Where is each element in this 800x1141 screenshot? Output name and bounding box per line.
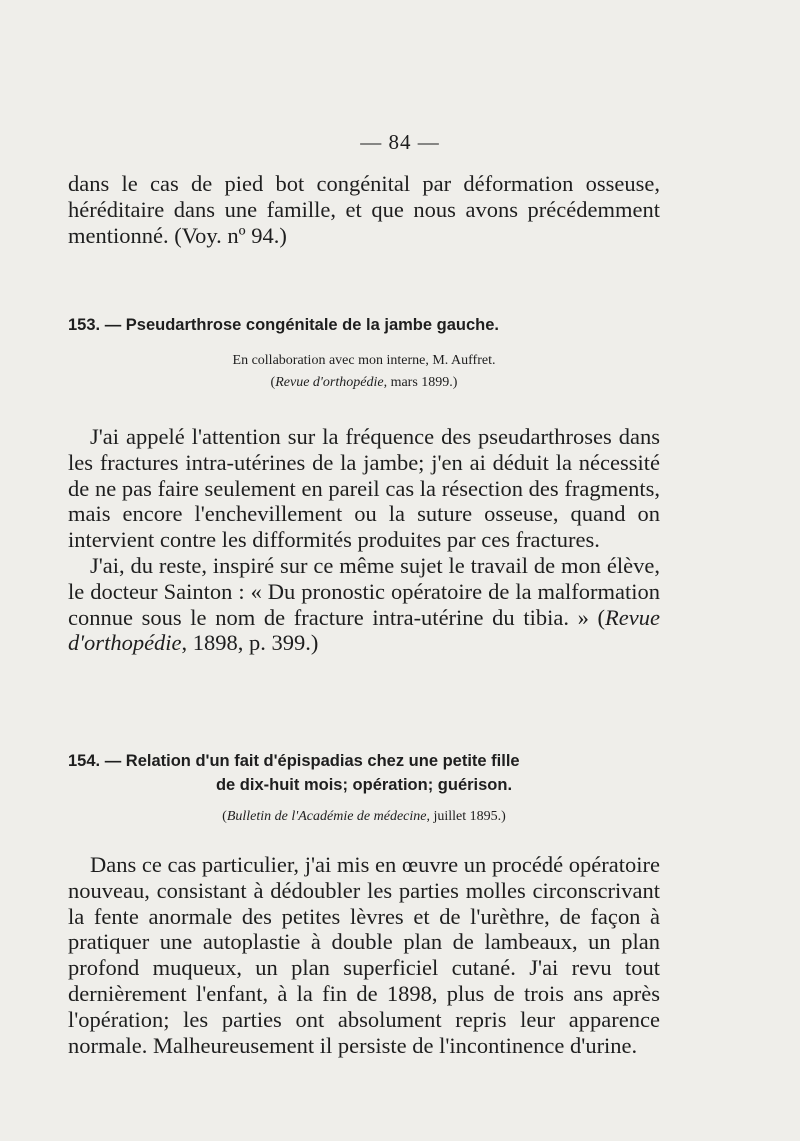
section-153-source-block (68, 350, 660, 394)
section-153-citation-rest: , 1898, p. 399.) (181, 630, 319, 656)
section-153-heading: 153. — Pseudarthrose congénitale de la jambe gauche. (68, 316, 499, 334)
section-154-body (68, 852, 660, 1058)
section-153-paragraph-2-text: J'ai, du reste, inspiré sur ce même sujet le travail de mon élève, le docteur Sainton : « Du pronostic opératoire de la malformation connue sous le nom de fracture intra-utérine du tibia. » (68, 552, 660, 630)
section-154-paragraph-1: Dans ce cas particulier, j'ai mis en œuvre un procédé opératoire nouveau, consistant à dédoubler les parties molles circonscrivant la fente anormale des petites lèvres et de l'urèthre, de façon à pratiquer une autoplastie à double plan de lambeaux, un plan profond muqueux, un plan superficiel cutané. J'ai revu tout dernièrement l'enfant, à la fin de 1898, plus de trois ans après l'opération; les parties ont absolument repris leur apparence normale. Malheureusement il persiste de l'incontinence d'urine. (68, 852, 660, 1058)
section-153-paragraph-2: J'ai, du reste, inspiré sur ce même sujet le travail de mon élève, le docteur Sainton : « Du pronostic opératoire de la malformation connue sous le nom de fracture intra-utérine du tibia. » (Revue d'orthopédie, 1898, p. 399.) (68, 552, 660, 656)
section-153-heading-block (68, 313, 660, 337)
intro-paragraph: dans le cas de pied bot congénital par déformation osseuse, héréditaire dans une famille, et que nous avons précédemment mentionné. (Voy. nº 94.) (68, 171, 660, 248)
section-154-heading-block (68, 749, 660, 797)
section-153-paragraph-1: J'ai appelé l'attention sur la fréquence des pseudarthroses dans les fractures intra-utérines de la jambe; j'en ai déduit la nécessité de ne pas faire seulement en pareil cas la résection des fragments, mais encore l'enchevillement ou la suture osseuse, quand on intervient contre les difformités produites par ces fractures. (68, 424, 660, 553)
section-153-citation-journal: Revue d'orthopédie (68, 604, 660, 656)
section-153-source: (Revue d'orthopédie, mars 1899.) (270, 375, 458, 390)
section-154-heading-line2: de dix-huit mois; opération; guérison. (215, 776, 513, 794)
section-153-collaboration: En collaboration avec mon interne, M. Auffret. (232, 353, 496, 368)
section-154-source-block (68, 806, 660, 828)
section-154-source: (Bulletin de l'Académie de médecine, juillet 1895.) (222, 809, 506, 824)
section-154-source-journal: Bulletin de l'Académie de médecine (226, 809, 427, 824)
section-154-heading-line1: 154. — Relation d'un fait d'épispadias chez une petite fille (68, 752, 520, 770)
intro-paragraph-block (68, 171, 660, 248)
section-153-source-date: , mars 1899. (383, 375, 453, 390)
page-number: — 84 — (360, 130, 440, 154)
section-153-body (68, 424, 660, 656)
section-154-source-date: , juillet 1895. (426, 809, 502, 824)
section-153-source-journal: Revue d'orthopédie (275, 375, 384, 390)
